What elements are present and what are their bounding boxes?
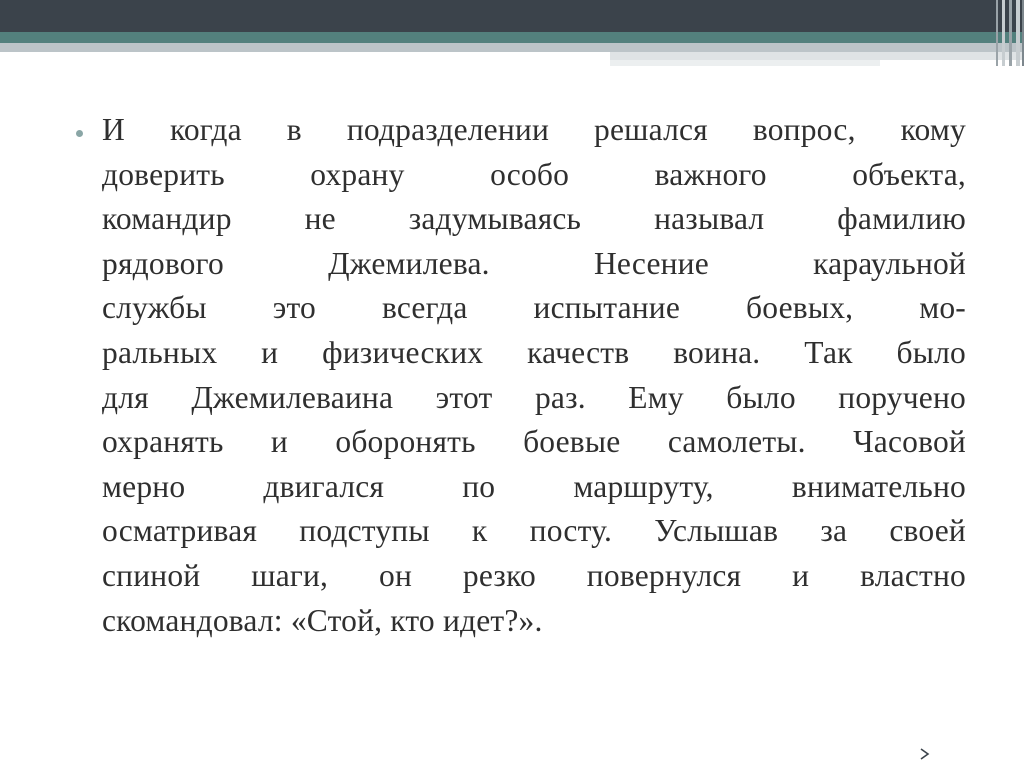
text-line: службы это всегда испытание боевых, мо-	[102, 290, 966, 326]
corner-arrow-icon	[918, 748, 930, 760]
text-line: доверить охрану особо важного объекта,	[102, 156, 966, 192]
text-line: осматривая подступы к посту. Услышав за своей	[102, 513, 966, 549]
text-line: скомандовал: «Стой, кто идет?».	[102, 602, 543, 638]
bullet-paragraph	[74, 108, 966, 643]
header-band-dark	[0, 0, 1024, 32]
paragraph-text	[102, 108, 966, 643]
text-line: для Джемилеваина этот раз. Ему было поручено	[102, 379, 966, 415]
header-band-light	[610, 52, 1024, 60]
text-line: охранять и оборонять боевые самолеты. Часовой	[102, 424, 966, 460]
text-line: мерно двигался по маршруту, внимательно	[102, 468, 966, 504]
bullet-dot-icon	[76, 130, 83, 137]
header-band-lighter	[610, 60, 880, 66]
text-line: командир не задумываясь называл фамилию	[102, 201, 966, 237]
text-line: рядового Джемилева. Несение караульной	[102, 245, 966, 281]
header-vertical-stripes	[992, 0, 1024, 66]
text-line: И когда в подразделении решался вопрос, кому	[102, 112, 966, 147]
text-line: ральных и физических качеств воина. Так было	[102, 334, 966, 370]
text-line: спиной шаги, он резко повернулся и властно	[102, 557, 966, 593]
header-band-gray	[0, 43, 1024, 52]
slide-body	[74, 108, 966, 643]
header-band-teal	[0, 32, 1024, 43]
